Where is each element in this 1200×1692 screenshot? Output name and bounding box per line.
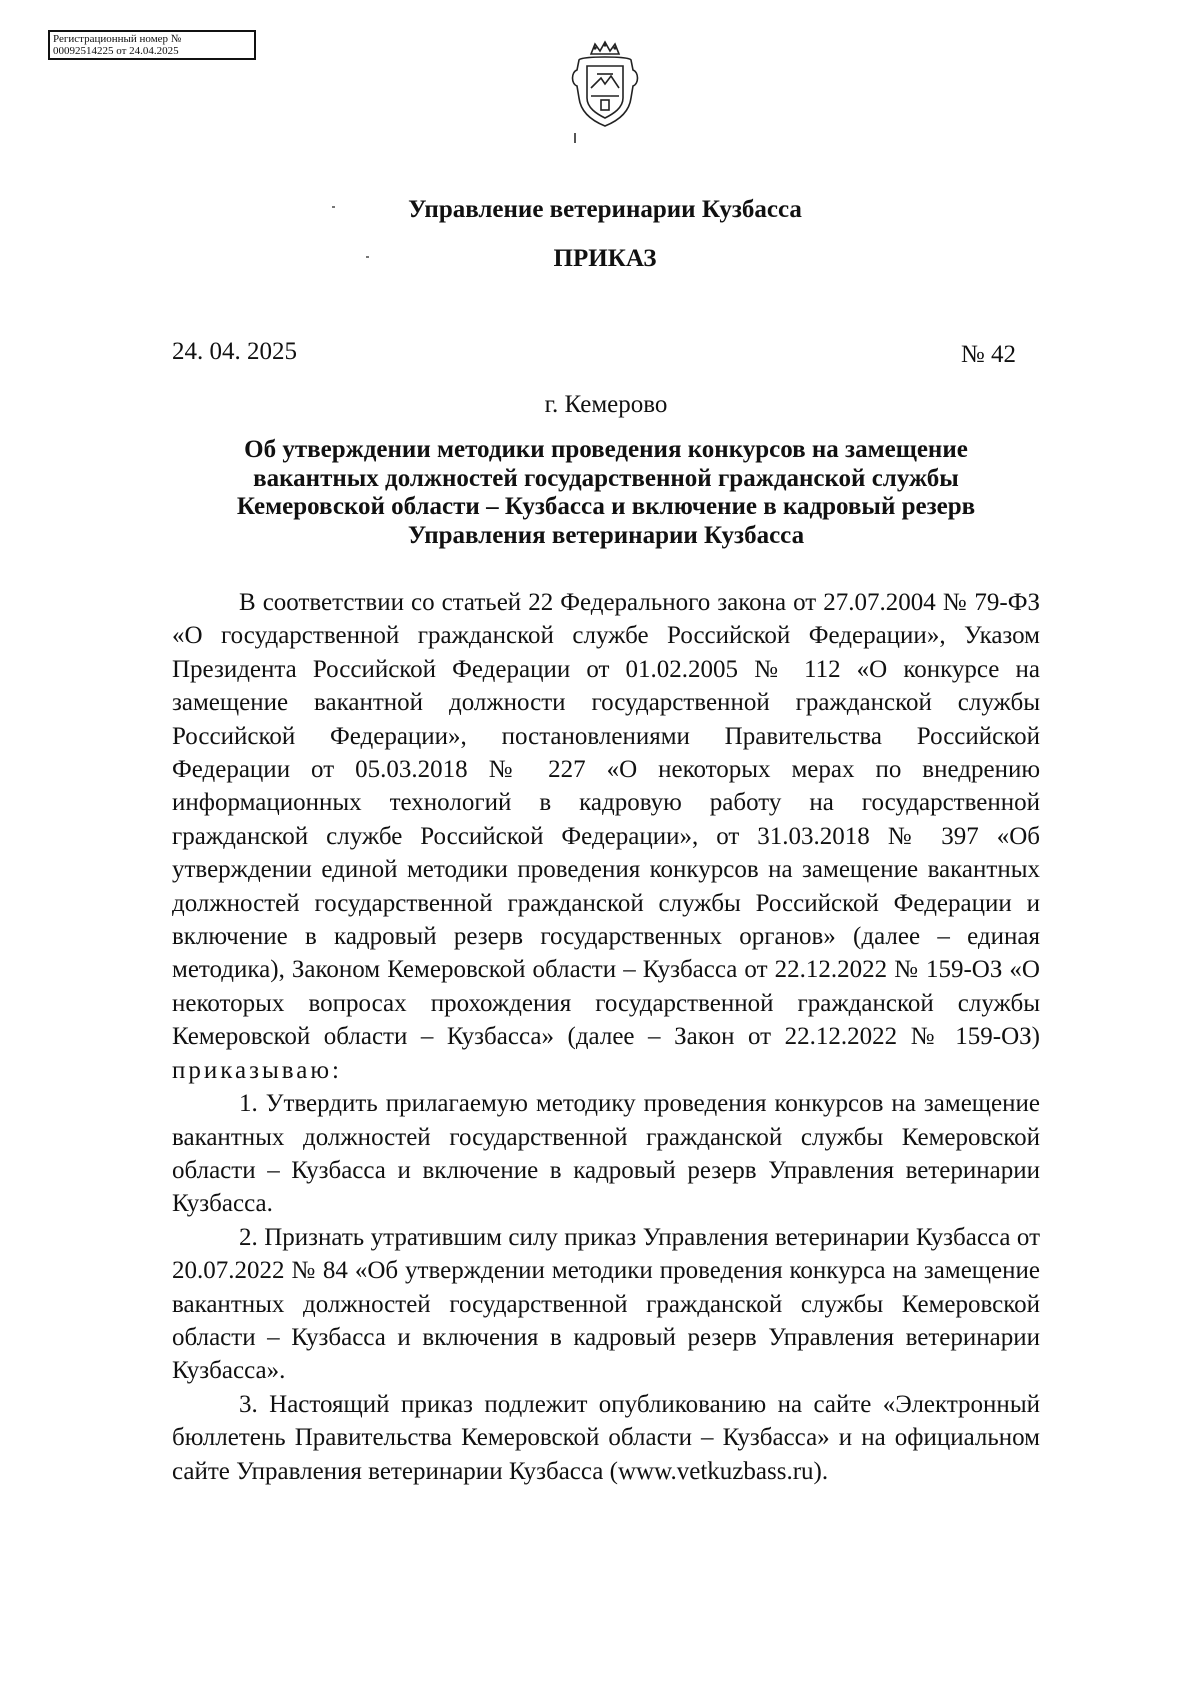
registration-stamp <box>48 30 256 60</box>
order-title <box>172 436 1040 550</box>
coat-of-arms-icon <box>567 40 643 130</box>
order-number: № 42 <box>960 341 1016 368</box>
preamble-paragraph <box>172 586 1040 1087</box>
item-2: 2. Признать утратившим силу приказ Управления ветеринарии Кузбасса от 20.07.2022 № 84 «Об утверждении методики проведения конкурса на замещение вакантных должностей государственной гражданской службы Кемеровской области – Кузбасса и включения в кадровый резерв Управления ветеринарии Кузбасса». <box>172 1223 1040 1385</box>
order-date: 24. 04. 2025 <box>172 338 297 365</box>
registration-line-2: 00092514225 от 24.04.2025 <box>53 45 179 57</box>
order-body <box>172 586 1040 1488</box>
order-city: г. Кемерово <box>544 391 668 418</box>
title-line: Кемеровской области – Кузбасса и включение в кадровый резерв <box>236 493 976 520</box>
item-3: 3. Настоящий приказ подлежит опубликованию на сайте «Электронный бюллетень Правительства Кемеровской области – Кузбасса» и на официальном сайте Управления ветеринарии Кузбасса (www.vetkuzbass.ru). <box>172 1390 1040 1485</box>
title-line: Об утверждении методики проведения конкурсов на замещение <box>244 436 968 463</box>
item-1: 1. Утвердить прилагаемую методику проведения конкурсов на замещение вакантных должностей государственной гражданской службы Кемеровской области – Кузбасса и включение в кадровый резерв Управления ветеринарии Кузбасса. <box>172 1090 1040 1218</box>
order-word: приказываю: <box>172 1056 342 1084</box>
agency-name: Управление ветеринарии Кузбасса <box>408 196 802 223</box>
title-line: вакантных должностей государственной гражданской службы <box>253 464 959 492</box>
document-type: ПРИКАЗ <box>553 245 657 272</box>
registration-line-1: Регистрационный номер № <box>53 33 182 45</box>
preamble-text: В соответствии со статьей 22 Федерального закона от 27.07.2004 № 79-ФЗ «О государственной гражданской службе Российской Федерации», Указом Президента Российской Федерации от 01.02.2005 № 112 «О конкурсе на замещение вакантной должности государственной гражданской службы Российской Федерации», постановлениями Правительства Российской Федерации от 05.03.2018 № 227 «О некоторых мерах по внедрению информационных технологий в кадровую работу на государственной гражданской службе Российской Федерации», от 31.03.2018 № 397 «Об утверждении единой методики проведения конкурсов на замещение вакантных должностей государственной гражданской службы Российской Федерации и включение в кадровый резерв государственных органов» (далее – единая методика), Законом Кемеровской области – Кузбасса от 22.12.2022 № 159-ОЗ «О некоторых вопросах прохождения государственной гражданской службы Кемеровской области – Кузбасса» (далее – Закон от 22.12.2022 № 159-ОЗ) <box>172 589 1040 1051</box>
scan-mark <box>574 133 576 143</box>
title-line: Управления ветеринарии Кузбасса <box>407 521 805 549</box>
